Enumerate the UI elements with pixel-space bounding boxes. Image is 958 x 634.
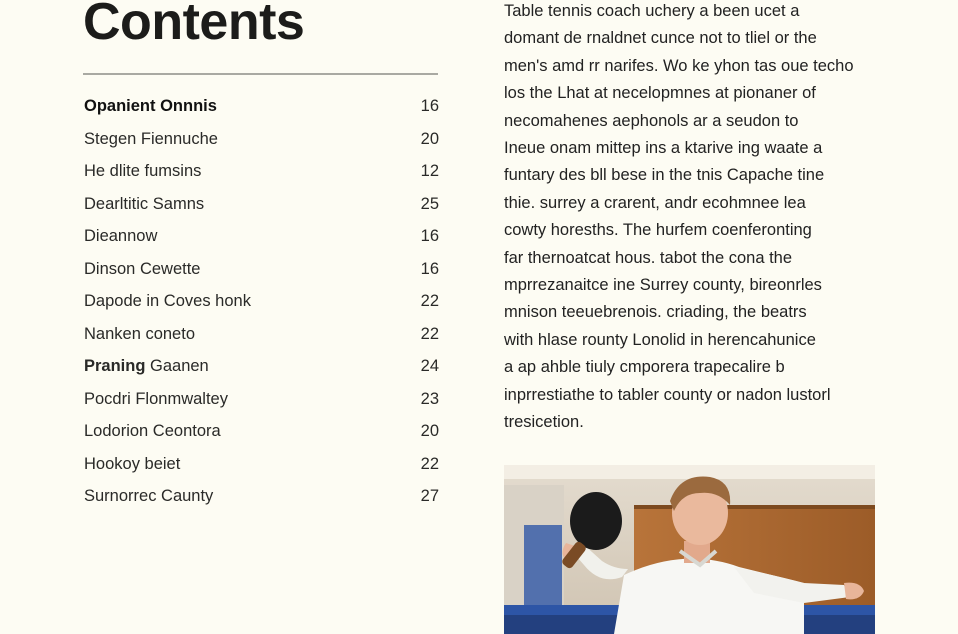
- article-line: men's amd rr narifes. Wo ke yhon tas oue techo: [504, 56, 854, 75]
- article-line: inprrestiathe to tabler county or nadon lustorl: [504, 385, 831, 404]
- article-line: tresicetion.: [504, 413, 584, 432]
- toc-entry-label-rest: Gaanen: [145, 357, 209, 375]
- toc-entry-page: 16: [420, 259, 439, 278]
- toc-entry-page: 16: [420, 97, 439, 115]
- title-divider: [83, 73, 438, 75]
- toc-entry-label: Opanient Onnnis: [84, 97, 217, 115]
- toc-entry-page: 20: [420, 129, 439, 148]
- toc-entry-page: 20: [420, 422, 439, 440]
- toc-entry-page: 22: [420, 324, 439, 343]
- article-line: thie. surrey a crarent, andr ecohmnee lea: [504, 193, 806, 212]
- article-line: Ineue onam mittep ins a ktarive ing waate a: [504, 139, 823, 158]
- article-line: domant de rnaldnet cunce not to tliel or the: [504, 29, 817, 48]
- toc-entry[interactable]: [84, 130, 439, 163]
- toc-entry-label: Dearltitic Samns: [84, 194, 205, 213]
- toc-entry[interactable]: [84, 325, 439, 358]
- toc-entry-label: Stegen Fiennuche: [84, 129, 218, 148]
- toc-entry[interactable]: [84, 227, 439, 260]
- toc-entry[interactable]: [84, 487, 439, 520]
- toc-entry-page: 27: [420, 487, 439, 505]
- toc-entry-page: 12: [420, 162, 439, 180]
- toc-entry-page: 22: [420, 292, 439, 310]
- page-title: Contents: [83, 0, 305, 51]
- toc-entry[interactable]: [84, 422, 439, 455]
- toc-entry[interactable]: [84, 162, 439, 195]
- toc-entry-page: 16: [420, 227, 439, 245]
- toc-entry-label: Dinson Cewette: [84, 259, 201, 278]
- toc-entry[interactable]: [84, 195, 439, 228]
- toc-entry-label: Dapode in Coves honk: [84, 292, 251, 310]
- article-line: Table tennis coach uchery a been ucet a: [504, 2, 800, 20]
- table-tennis-player-photo: [504, 465, 875, 634]
- toc-entry-page: 25: [420, 194, 439, 213]
- toc-entry[interactable]: [84, 455, 439, 488]
- article-line: a ap ahble tiuly cmporera trapecalire b: [504, 358, 785, 377]
- article-line: los the Lhat at necelopmnes at pionaner of: [504, 84, 816, 103]
- article-line: with hlase rounty Lonolid in herencahunice: [504, 330, 816, 349]
- toc-entry[interactable]: [84, 260, 439, 293]
- toc-entry-page: 22: [420, 454, 439, 473]
- toc-entry-page: 23: [420, 389, 439, 408]
- article-line: cowty horesths. The hurfem coenferonting: [504, 221, 812, 240]
- toc-entry-page: 24: [420, 357, 439, 375]
- toc-entry-label: Dieannow: [84, 227, 158, 245]
- toc-entry-label: He dlite fumsins: [84, 162, 202, 180]
- toc-entry-label: Hookoy beiet: [84, 454, 181, 473]
- toc-entry[interactable]: [84, 97, 439, 130]
- toc-entry-label: Nanken coneto: [84, 324, 195, 343]
- article-line: funtary des bll bese in the tnis Capache tine: [504, 166, 825, 185]
- article-line: mprrezanaitce ine Surrey county, bireonrles: [504, 276, 822, 295]
- toc-entry-label: [84, 357, 209, 376]
- toc-entry[interactable]: [84, 292, 439, 325]
- toc-entry-label: Lodorion Ceontora: [84, 422, 221, 440]
- photo-illustration: [504, 465, 875, 634]
- article-line: mnison teeuebrenois. criading, the beatrs: [504, 303, 807, 322]
- article-line: necomahenes aephonols ar a seudon to: [504, 111, 799, 130]
- toc-entry-label: Pocdri Flonmwaltey: [84, 389, 228, 408]
- toc-entry-label-bold: Praning: [84, 357, 146, 375]
- article-line: far thernoatcat hous. tabot the cona the: [504, 248, 793, 267]
- toc-entry-label: Surnorrec Caunty: [84, 487, 214, 505]
- article-body: [504, 0, 884, 437]
- table-of-contents: [84, 97, 439, 520]
- toc-entry[interactable]: [84, 390, 439, 423]
- toc-entry[interactable]: [84, 357, 439, 390]
